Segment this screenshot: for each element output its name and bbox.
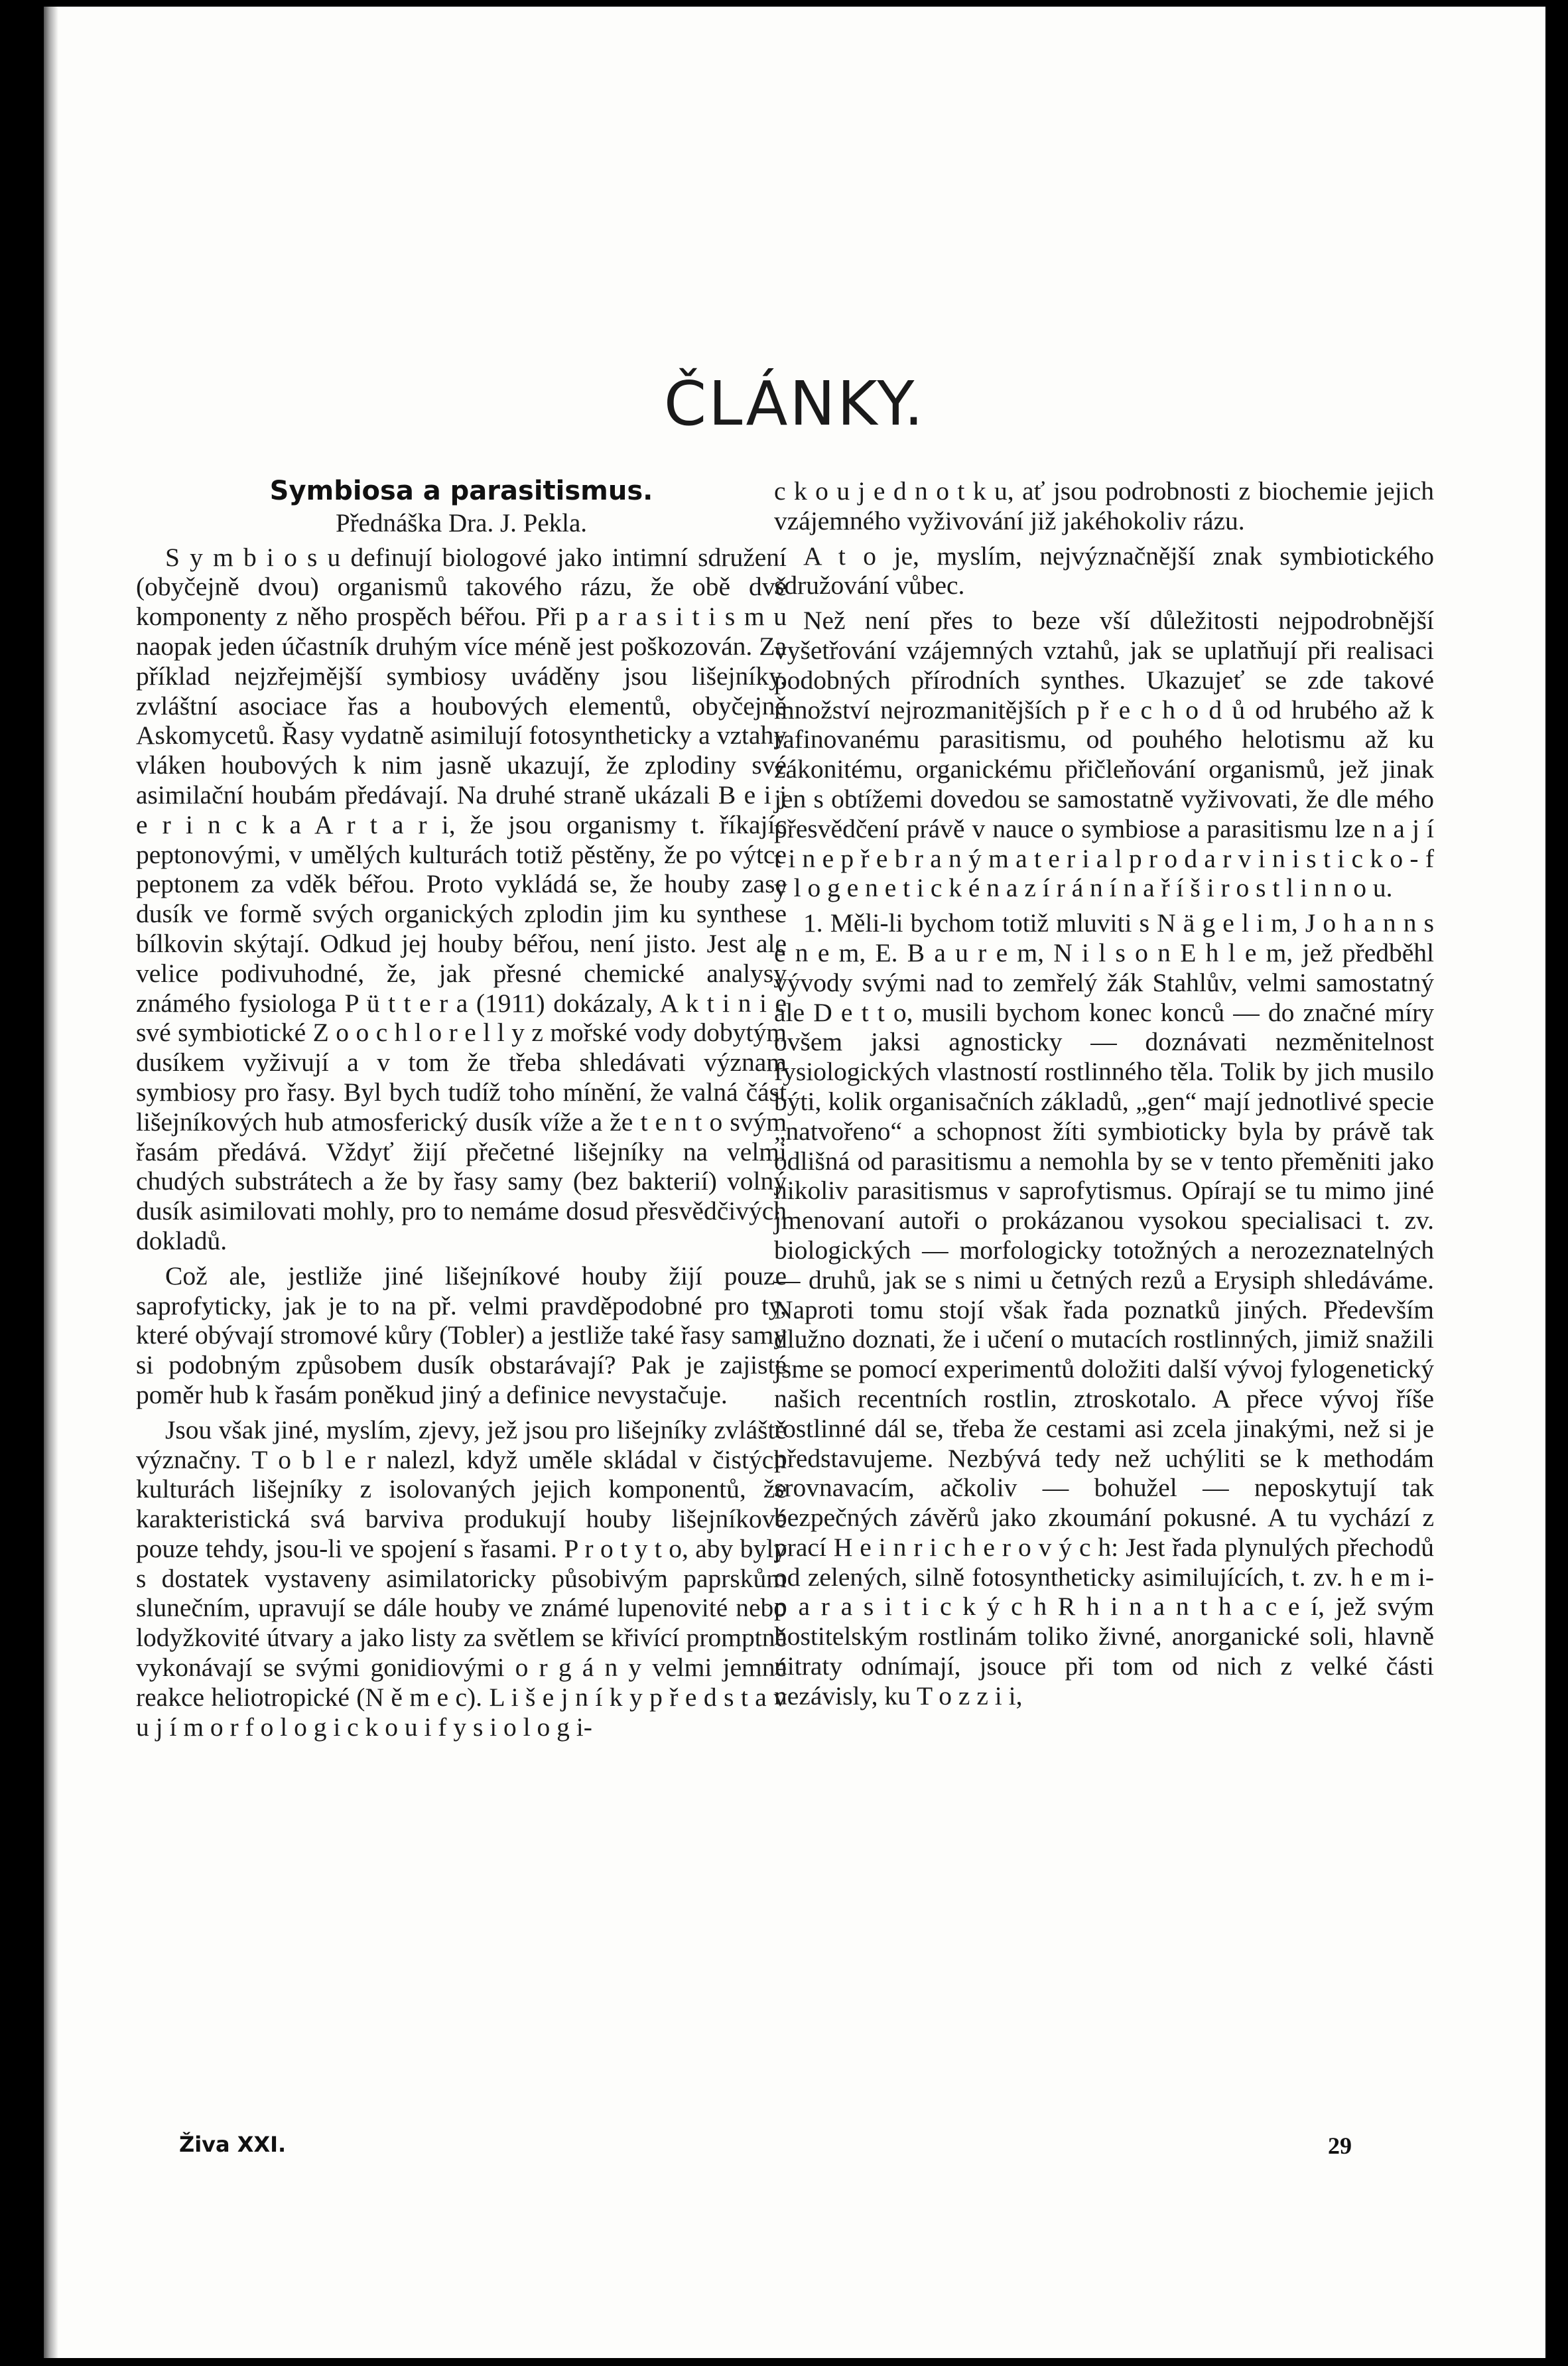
- journal-footer: Živa XXI.: [179, 2132, 287, 2157]
- paragraph: Což ale, jestliže jiné lišejníkové houby žijí pouze saprofyticky, jak je to na př. velmi pravděpodobné pro ty, které obývají stromové kůry (Tobler) a jestliže také řasy samy si podobným způsobem dusík obstarávají? Pak je zajisté poměr hub k řasám poněkud jiný a definice nevystačuje.: [136, 1261, 787, 1409]
- article-subtitle: Přednáška Dra. J. Pekla.: [335, 508, 588, 537]
- page-number: 29: [1328, 2132, 1352, 2159]
- page-edge-shadow: [44, 7, 58, 2358]
- paragraph: Než není přes to beze vší důležitosti nejpodrobnější vyšetřování vzájemných vztahů, jak se uplatňují při realisaci podobných přírodních synthes. Ukazujeť se zde takové množství nejrozmanitějších p ř e c h o d ů od hrubého až k rafinovanému parasitismu, od pouhého helotismu až ku zákonitému, organickému přičleňování organismů, jež jinak jen s obtížemi dovedou se samostatně vyživovati, že dle mého přesvědčení právě v nauce o symbiose a parasitismu lze n a j í t i n e p ř e b r a n ý m a t e r i a l p r o d a r v i n i s t i c k o - f y l o g e n e t i c k é n a z í r á n í n a ř í š i r o s t l i n n o u.: [774, 606, 1434, 903]
- paragraph: 1. Měli-li bychom totiž mluviti s N ä g e l i m, J o h a n n s e n e m, E. B a u r e m, N i l s o n E h l e m, jež předběhl vývody svými nad to zemřelý žák Stahlův, velmi samostatný ale D e t t o, musili bychom konec konců — do značné míry ovšem jaksi agnosticky — doznávati nezměnitelnost fysiologických vlastností rostlinného těla. Tolik by jich musilo býti, kolik organisačních základů, „gen“ mají jednotlivé specie „natvořeno“ a schopnost žíti symbioticky byla by právě tak odlišná od parasitismu a nemohla by se v tento přeměniti jako nikoliv parasitismus v saprofytismus. Opírají se tu mimo jiné jmenovaní autoři o prokázanou vysokou specialisaci t. zv. biologických — morfologicky totožných a nerozeznatelných — druhů, jak se s nimi u četných rezů a Erysiph shledáváme. Naproti tomu stojí však řada poznatků jiných. Především dlužno doznati, že i učení o mutacích rostlinných, jimiž snažili jsme se pomocí experimentů doložiti další vývoj fylogenetický našich recentních rostlin, ztroskotalo. A přece vývoj říše rostlinné dál se, třeba že cestami asi zcela jinakými, než si je představujeme. Nezbývá tedy než uchýliti se k methodám srovnavacím, ačkoliv — bohužel — neposkytují tak bezpečných závěrů jako zkoumání pokusné. A tu vychází z prací H e i n r i c h e r o v ý c h: Jest řada plynulých přechodů od zelených, silně fotosyntheticky asimilujících, t. zv. h e m i- p a r a s i t i c k ý c h R h i n a n t h a c e í, jež svým hostitelským rostlinám toliko živné, anorganické soli, hlavně nitraty odnímají, jsouce při tom od nich z velké části nezávisly, ku T o z z i i,: [774, 908, 1434, 1710]
- section-heading: ČLÁNKY.: [663, 368, 926, 439]
- journal-page: [44, 7, 1545, 2358]
- left-column: [136, 476, 787, 1742]
- paragraph: A t o je, myslím, nejvýznačnější znak symbiotického sdružování vůbec.: [774, 541, 1434, 600]
- right-column: [774, 476, 1434, 1711]
- paragraph: Jsou však jiné, myslím, zjevy, jež jsou pro lišejníky zvláště význačny. T o b l e r nalezl, když uměle skládal v čistých kulturách lišejníky z isolovaných jejich komponentů, že karakteristická svá barviva produkují houby lišejníkové pouze tehdy, jsou-li ve spojení s řasami. P r o t y t o, aby byly s dostatek vystaveny asimilatoricky působivým paprskům slunečním, upravují se dále houby ve známé lupenovité nebo lodyžkovité útvary a jako listy za světlem se křivící promptně vykonávají se svými gonidiovými o r g á n y velmi jemné reakce heliotropické (N ě m e c). L i š e j n í k y p ř e d s t a v u j í m o r f o l o g i c k o u i f y s i o l o g i-: [136, 1415, 787, 1742]
- article-title: Symbiosa a parasitismus.: [269, 476, 653, 506]
- paragraph: S y m b i o s u definují biologové jako intimní sdružení (obyčejně dvou) organismů takového rázu, že obě dvě komponenty z něho prospěch béřou. Při p a r a s i t i s m u naopak jeden účastník druhým více méně jest poškozován. Za příklad nejzřejmější symbiosy uváděny jsou lišejníky, zvláštní asociace řas a houbových elementů, obyčejně Askomycetů. Řasy vydatně asimilují fotosyntheticky a vztahy vláken houbových k nim jasně ukazují, že zplodiny své asimilační houbám předávají. Na druhé straně ukázali B e i j e r i n c k a A r t a r i, že jsou organismy t. říkajíc peptonovými, v umělých kulturách totiž pěstěny, že po výtce peptonem za vděk béřou. Proto vykládá se, že houby zase dusík ve formě svých organických zplodin jim ku synthese bílkovin skýtají. Odkud jej houby béřou, není jisto. Jest ale velice podivuhodné, že, jak přesné chemické analysy známého fysiologa P ü t t e r a (1911) dokázaly, A k t i n i e své symbiotické Z o o c h l o r e l l y z mořské vody dobytým dusíkem vyživují a v tom že třeba shledávati význam symbiosy pro řasy. Byl bych tudíž toho mínění, že valná část lišejníkových hub atmosferický dusík víže a že t e n t o svým řasám předává. Vždyť žijí přečetné lišejníky na velmi chudých substrátech a že by řasy samy (bez bakterií) volný dusík asimilovati mohly, pro to nemáme dosud přesvědčivých dokladů.: [136, 542, 787, 1255]
- paragraph: c k o u j e d n o t k u, ať jsou podrobnosti z biochemie jejich vzájemného vyživování již jakéhokoliv rázu.: [774, 476, 1434, 535]
